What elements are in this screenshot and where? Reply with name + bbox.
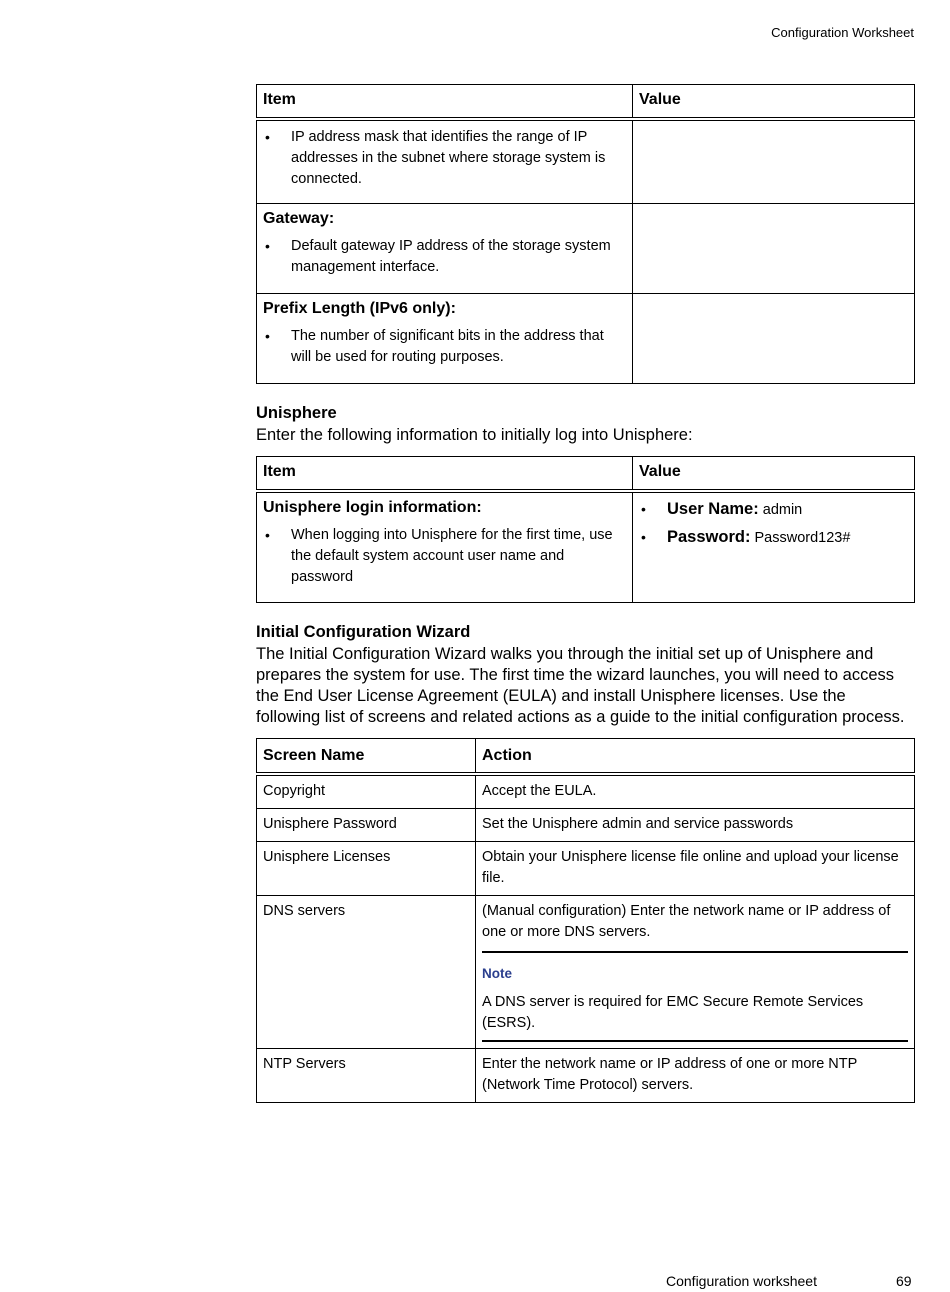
wizard-table <box>256 738 915 1103</box>
list-item: • IP address mask that identifies the range of IP addresses in the subnet where storage system is connected. <box>263 127 626 190</box>
action-cell: Obtain your Unisphere license file online and upload your license file. <box>476 842 915 896</box>
screen-cell: Copyright <box>257 774 476 809</box>
table-row <box>257 842 915 896</box>
note-label: Note <box>482 966 512 981</box>
action-cell: Accept the EULA. <box>476 774 915 809</box>
table-row <box>257 774 915 809</box>
section-intro-wizard: The Initial Configuration Wizard walks you through the initial set up of Unisphere and prepares the system for use. The first time the wizard launches, you will need to access the End User License Agreement (EULA) and install Unisphere licenses. Use the following list of screens and related actions as a guide to the initial configuration process. <box>256 645 905 726</box>
row-title: Unisphere login information: <box>263 498 482 516</box>
unisphere-table <box>256 456 915 604</box>
value-cell <box>633 203 915 293</box>
action-cell: Set the Unisphere admin and service passwords <box>476 809 915 842</box>
action-cell <box>476 896 915 1049</box>
note-text: A DNS server is required for EMC Secure Remote Services (ESRS). <box>482 994 864 1031</box>
row-title: Gateway: <box>263 209 335 227</box>
username-key: User Name: <box>667 499 759 518</box>
network-table <box>256 84 915 384</box>
page-number: 69 <box>896 1273 912 1289</box>
col-header-screen-name: Screen Name <box>257 739 476 775</box>
table-row <box>257 809 915 842</box>
col-header-action: Action <box>476 739 915 775</box>
item-cell <box>257 119 633 203</box>
value-cell <box>633 119 915 203</box>
table-row <box>257 119 915 203</box>
value-cell <box>633 293 915 383</box>
table-row <box>257 896 915 1049</box>
credentials-list <box>639 499 908 549</box>
username-item <box>639 499 908 521</box>
section-title-wizard: Initial Configuration Wizard <box>256 623 471 641</box>
action-cell: Enter the network name or IP address of one or more NTP (Network Time Protocol) servers. <box>476 1049 915 1103</box>
screen-cell: NTP Servers <box>257 1049 476 1103</box>
col-header-value: Value <box>633 85 915 120</box>
item-cell <box>257 203 633 293</box>
username-value: admin <box>762 501 803 518</box>
row-title: Prefix Length (IPv6 only): <box>263 299 456 317</box>
bullet-list <box>263 525 626 588</box>
list-item: • Default gateway IP address of the storage system management interface. <box>263 236 626 278</box>
bullet-list <box>263 236 626 278</box>
running-header: Configuration Worksheet <box>771 25 914 40</box>
screen-cell: Unisphere Password <box>257 809 476 842</box>
table-row <box>257 1049 915 1103</box>
list-item: • The number of significant bits in the address that will be used for routing purposes. <box>263 326 626 368</box>
page-content <box>256 84 914 1103</box>
action-text: (Manual configuration) Enter the network name or IP address of one or more DNS servers. <box>482 903 891 940</box>
col-header-value: Value <box>633 456 915 491</box>
bullet-list <box>263 127 626 190</box>
table-row <box>257 491 915 603</box>
item-cell <box>257 491 633 603</box>
table-row <box>257 293 915 383</box>
password-key: Password: <box>667 527 751 546</box>
value-cell <box>633 491 915 603</box>
password-value: Password123# <box>754 529 851 546</box>
bullet-list <box>263 326 626 368</box>
screen-cell: Unisphere Licenses <box>257 842 476 896</box>
note-box <box>482 951 908 1042</box>
table-row <box>257 203 915 293</box>
col-header-item: Item <box>257 456 633 491</box>
section-intro-unisphere: Enter the following information to initially log into Unisphere: <box>256 425 693 444</box>
section-title-unisphere: Unisphere <box>256 403 337 422</box>
password-item <box>639 527 908 549</box>
item-cell <box>257 293 633 383</box>
col-header-item: Item <box>257 85 633 120</box>
list-item: • When logging into Unisphere for the first time, use the default system account user name and password <box>263 525 626 588</box>
screen-cell: DNS servers <box>257 896 476 1049</box>
footer-title: Configuration worksheet <box>666 1273 817 1289</box>
